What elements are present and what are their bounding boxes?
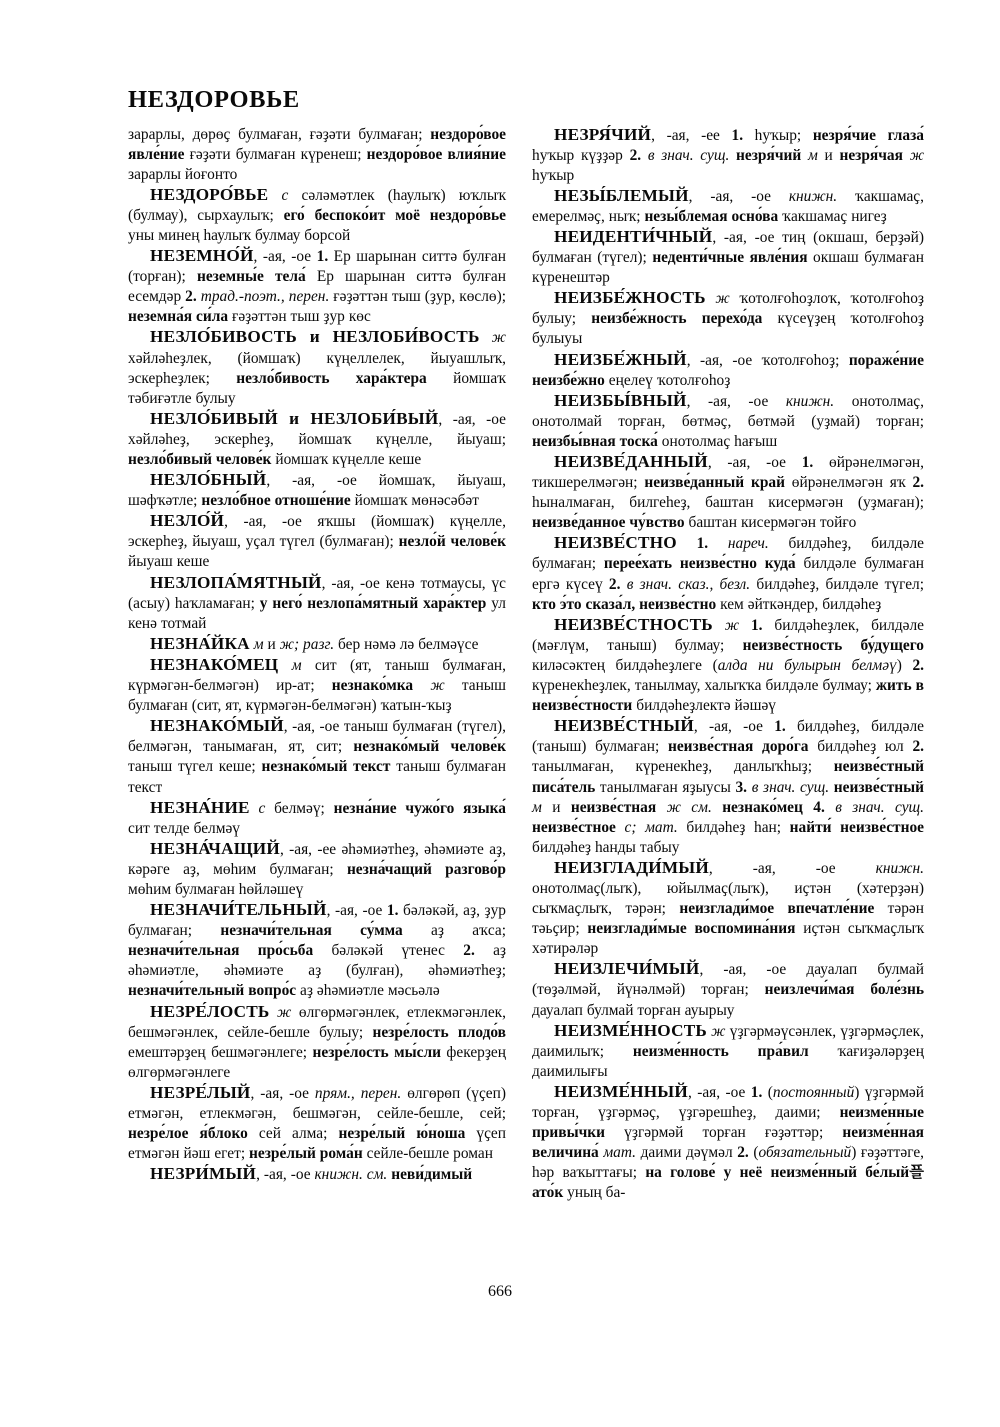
dictionary-entry	[128, 634, 506, 655]
entry-headword: НЕЗРЕ́ЛЫЙ	[150, 1082, 251, 1102]
entry-headword: НЕИДЕНТИ́ЧНЫЙ	[554, 226, 713, 246]
entry-headword: НЕЗЛО́БИВЫЙ и НЕЗЛОБИ́ВЫЙ	[150, 408, 439, 428]
entry-headword: НЕЗНА́ЙКА	[150, 633, 250, 653]
entry-definition: 1. нареч. билдәһеҙ, билдәле булмаған; перее́хать неизве́стно куда́ билдәле булмаған ергә күсеү 2. в знач. сказ., безл. билдәһеҙ, билдәле түгел; кто э́то сказа́л, неизве́стно кем әйткәндер, билдәһеҙ	[532, 535, 925, 613]
entry-headword: НЕИЗВЕ́СТНОСТЬ	[554, 614, 713, 634]
entry-headword: НЕЗРЕ́ЛОСТЬ	[150, 1001, 270, 1021]
dictionary-entry	[128, 573, 506, 634]
entry-definition: , -ая, -ое яҡшы (йомшаҡ) күңелле, эскерһеҙ, йыуаш, уҫал түгел (булмаған); незло́й челове́к йыуаш кеше	[128, 513, 506, 571]
dictionary-entry	[532, 615, 924, 716]
entry-headword: НЕИЗВЕ́СТНЫЙ	[554, 716, 694, 736]
entry-definition: , -ая, -ое 1. өйрәнелмәгән, тикшерелмәгән; неизве́данный край өйрәнелмәгән яҡ 2. һыналмаған, билгеһеҙ, баштан кисермәгән (уҙмаған); неизве́данное чу́вство баштан кисермәгән тойғо	[532, 454, 924, 532]
entry-headword: НЕЗРИ́МЫЙ	[150, 1164, 257, 1184]
dictionary-entry	[128, 409, 506, 470]
entry-definition: , -ая, -ое таныш булмаған (түгел), белмәгән, танымаған, ят, сит; незнако́мый челове́к таныш түгел кеше; незнако́мый текст таныш булмаған текст	[128, 718, 506, 796]
entry-headword: НЕЗЛО́Й	[150, 511, 225, 531]
dictionary-entry	[532, 716, 924, 858]
entry-headword: НЕЗЫ́БЛЕМЫЙ	[554, 185, 689, 205]
dictionary-entry	[128, 655, 506, 716]
dictionary-entry	[128, 511, 506, 572]
entry-headword: НЕИЗБЫ́ВНЫЙ	[554, 390, 687, 410]
entry-headword: НЕЗНАКО́МЫЙ	[150, 716, 284, 736]
right-column	[532, 125, 924, 1204]
entry-definition: , -ая, -ее 1. һуҡыр; незря́чие глаза́ һуҡыр күҙҙәр 2. в знач. сущ. незря́чий м и незря́чая ж һуҡыр	[532, 126, 925, 184]
entry-definition: с сәләмәтлек (һаулыҡ) юҡлыҡ (булмау), сырхаулыҡ; его́ беспоко́ит моё нездоро́вье уны минең һаулыҡ булмау борсой	[128, 186, 506, 244]
running-head: НЕЗДОРОВЬЕ	[128, 86, 300, 113]
dictionary-entry	[532, 125, 924, 186]
entry-headword: НЕЗНАКО́МЕЦ	[150, 654, 279, 674]
dictionary-entry	[532, 533, 924, 614]
entry-definition: ж өлгөрмәгәнлек, етлекмәгәнлек, бешмәгәнлек, сейле-бешле булыу; незре́лость плодо́в емештәрҙең бешмәгәнлеге; незре́лость мы́сли фекерҙең өлгөрмәгәнлеге	[128, 1003, 506, 1081]
entry-headword: НЕИЗЛЕЧИ́МЫЙ	[554, 959, 700, 979]
dictionary-entry	[128, 716, 506, 797]
entry-definition: , -ая, -ое хәйләһеҙ, эскерһеҙ, йомшаҡ күңелле, йыуаш; незло́бивый челове́к йомшаҡ күңелле кеше	[128, 410, 506, 468]
entry-headword: НЕИЗМЕ́ННЫЙ	[554, 1081, 688, 1101]
dictionary-entry	[128, 1083, 506, 1164]
entry-headword: НЕЗНА́ЧАЩИЙ	[150, 838, 280, 858]
entry-definition: , -ая, -ое 1. Ер шарынан ситтә булған (торған); неземны́е тела́ Ер шарынан ситтә булған есемдәр 2. трад.-поэт., перен. ғәҙәттән тыш (ҙур, көслө); неземна́я си́ла ғәҙәттән тыш ҙур көс	[128, 248, 507, 326]
entry-definition: м и ж; разг. бер нәмә лә белмәүсе	[253, 635, 479, 653]
entry-headword: НЕЗНА́НИЕ	[150, 797, 250, 817]
dictionary-entry	[128, 839, 506, 900]
entry-headword: НЕИЗВЕ́ДАННЫЙ	[554, 452, 708, 471]
entry-headword: НЕИЗБЕ́ЖНОСТЬ	[554, 288, 706, 308]
dictionary-entry	[128, 185, 506, 246]
entry-definition: , -ая, -ое тиң (окшаш, берҙәй) булмаған (түгел); неденти́чные явле́ния окшаш булмаған күренештәр	[532, 228, 925, 287]
entry-definition: , -ая, -ее әһәмиәтһеҙ, әһәмиәте аҙ, кәрәге аҙ, мөһим булмаған; незна́чащий разгово́р мөһим булмаған һөйләшеү	[128, 840, 506, 898]
entry-definition: , -ая, -ое книжн. онотолмаҫ(лыҡ), юйылмаҫ(лыҡ), иҫтән (хәтерҙән) сыҡмаҫлыҡ, тәрән; неизглади́мое впечатле́ние тәрән тәьҫир; неизглади́мые воспомина́ния иҫтән сыҡмаҫлыҡ хәтирәләр	[532, 859, 925, 958]
left-entry-list	[128, 185, 506, 1186]
entry-definition: ж ҡотолғоһоҙлоҡ, ҡотолғоһоҙ булыу; неизбе́жность перехо́да күсеүҙең ҡотолғоһоҙ булыуы	[532, 290, 924, 348]
dictionary-entry	[532, 452, 924, 533]
entry-definition: ж 1. билдәһеҙлек, билдәле (мәғлүм, таныш) булмау; неизве́стность бу́дущего киләсәктең билдәһеҙлеге (алда ни булырын белмәү) 2. күренекһеҙлек, танылмау, халыҡҡа билдәле булмау; жить в неизве́стности билдәһеҙлектә йәшәү	[532, 616, 925, 715]
entry-headword: НЕИЗБЕ́ЖНЫЙ	[554, 349, 687, 369]
entry-definition: , -ая, -ое ҡотолғоһоҙ; пораже́ние неизбе́жно еңелеү ҡотолғоһоҙ	[532, 351, 924, 389]
entry-definition: , -ая, -ое дауалап булмай (төҙәлмәй, йүнәлмәй) торған; неизлечи́мая боле́знь дауалап булмай торған ауырыу	[532, 961, 924, 1019]
entry-definition: , -ая, -ое 1. (постоянный) үҙгәрмәй торған, үҙгәрмәҫ, үҙгәрешһеҙ, даими; неизме́нные привы́чки үҙгәрмәй торған ғәҙәттәр; неизме́нная величина́ мат. даими дәүмәл 2. (обязательный) ғәҙәттәге, һәр ваҡыттағы; на голове́ у неё неизме́нный бе́лый플ато́к уның ба-	[532, 1083, 925, 1202]
dictionary-entry	[128, 1002, 506, 1083]
entry-definition: , -ая, -ое 1. бәләкәй, аҙ, ҙур булмаған; незначи́тельная су́мма аҙ аҡса; незначи́тельная про́сьба бәләкәй үтенес 2. аҙ әһәмиәтле, әһәмиәте аҙ (булған), әһәмиәтһеҙ; незначи́тельный вопро́с аҙ әһәмиәтле мәсьәлә	[128, 902, 506, 1000]
entry-definition: м сит (ят, таныш булмаған, күрмәгән-белмәгән) ир-ат; незнако́мка ж таныш булмаған (сит, ят, күрмәгән-белмәгән) ҡатын-ҡыҙ	[128, 656, 507, 715]
entry-definition: , -ая, -ое 1. билдәһеҙ, билдәле (таныш) булмаған; неизве́стная доро́га билдәһеҙ юл 2. танылмаған, күренекһеҙ, данлыҡһыҙ; неизве́стный писа́тель танылмаған яҙыусы 3. в знач. сущ. неизве́стный м и неизве́стная ж см. незнако́мец 4. в знач. сущ. неизве́стное с; мат. билдәһеҙ һан; найти́ неизве́стное билдәһеҙ һанды табыу	[532, 718, 925, 856]
page-number: 666	[488, 1283, 512, 1300]
entry-definition: , -ая, -ое йомшаҡ, йыуаш, шәфҡәтле; незло́бное отноше́ние йомшаҡ мөнәсәбәт	[128, 472, 506, 510]
entry-continuation: зарарлы, дөрөҫ булмаған, ғәҙәти булмаған; нездоро́вое явле́ние ғәҙәти булмаған күренеш; нездоро́вое влия́ние зарарлы йоғонто	[128, 125, 506, 183]
dictionary-entry	[128, 327, 506, 408]
dictionary-entry	[532, 288, 924, 349]
entry-headword: НЕЗЛО́БИВОСТЬ и НЕЗЛОБИ́ВОСТЬ	[150, 327, 480, 347]
entry-definition: ж хәйләһеҙлек, (йомшаҡ) күңеллелек, йыуашлыҡ, эскерһеҙлек; незло́бивость хара́ктера йомшаҡ тәбиғәтле булыу	[128, 329, 506, 407]
left-column	[128, 125, 506, 1186]
entry-definition: , -ая, -ое кенә тотмаусы, үс (асыу) һаҡламаған; у него́ незлопа́мятный хара́ктер ул кенә тотмай	[128, 574, 506, 632]
dictionary-entry	[532, 959, 924, 1020]
dictionary-entry	[128, 798, 506, 839]
dictionary-entry	[532, 1021, 924, 1082]
dictionary-entry	[128, 900, 506, 1001]
right-entry-list	[532, 125, 924, 1204]
entry-headword: НЕЗРЯ́ЧИЙ	[554, 124, 652, 144]
dictionary-entry	[532, 350, 924, 391]
entry-headword: НЕЗДОРО́ВЬЕ	[150, 184, 269, 204]
entry-definition: с белмәү; незна́ние чужо́го языка́ сит телде белмәү	[128, 799, 507, 837]
entry-definition: ж үҙгәрмәүсәнлек, үҙгәрмәҫлек, даимилыҡ; неизме́нность пра́вил ҡағиҙәләрҙең даимилығы	[532, 1022, 924, 1080]
entry-definition: , -ая, -ое книжн. онотолмаҫ, онотолмай торған, бөтмәҫ, бөтмәй (уҙмай) торған; неизбы́вная тоска́ онотолмаҫ һағыш	[532, 392, 924, 450]
entry-headword: НЕИЗМЕ́ННОСТЬ	[554, 1020, 707, 1040]
entry-headword: НЕИЗГЛАДИ́МЫЙ	[554, 857, 709, 877]
dictionary-entry	[532, 391, 924, 452]
entry-headword: НЕЗЛО́БНЫЙ	[150, 470, 267, 490]
two-column-body	[128, 124, 925, 1204]
dictionary-entry	[532, 227, 924, 288]
entry-headword: НЕЗНАЧИ́ТЕЛЬНЫЙ	[150, 900, 327, 920]
dictionary-entry	[532, 186, 924, 227]
entry-headword: НЕЗЛОПА́МЯТНЫЙ	[150, 572, 322, 592]
dictionary-entry	[128, 470, 506, 511]
dictionary-entry	[128, 1164, 506, 1185]
entry-definition: , -ая, -ое книжн. см. неви́димый	[256, 1166, 473, 1184]
dictionary-entry	[532, 1082, 924, 1204]
entry-headword: НЕЗЕМНО́Й	[150, 246, 254, 266]
dictionary-entry	[532, 858, 924, 959]
entry-definition: , -ая, -ое прям., перен. өлгөрөп (үҫеп) етмәгән, етлекмәгән, бешмәгән, сейле-бешле, сей; незре́лое я́блоко сей алма; незре́лый ю́ноша үҫеп етмәгән йәш егет; незре́лый рома́н сейле-бешле роман	[128, 1084, 506, 1163]
entry-definition: , -ая, -ое книжн. ҡакшамаҫ, емерелмәҫ, ныҡ; незы́блемая осно́ва ҡакшамаҫ нигеҙ	[532, 187, 924, 225]
entry-headword: НЕИЗВЕ́СТНО	[554, 533, 677, 553]
dictionary-entry	[128, 246, 506, 327]
